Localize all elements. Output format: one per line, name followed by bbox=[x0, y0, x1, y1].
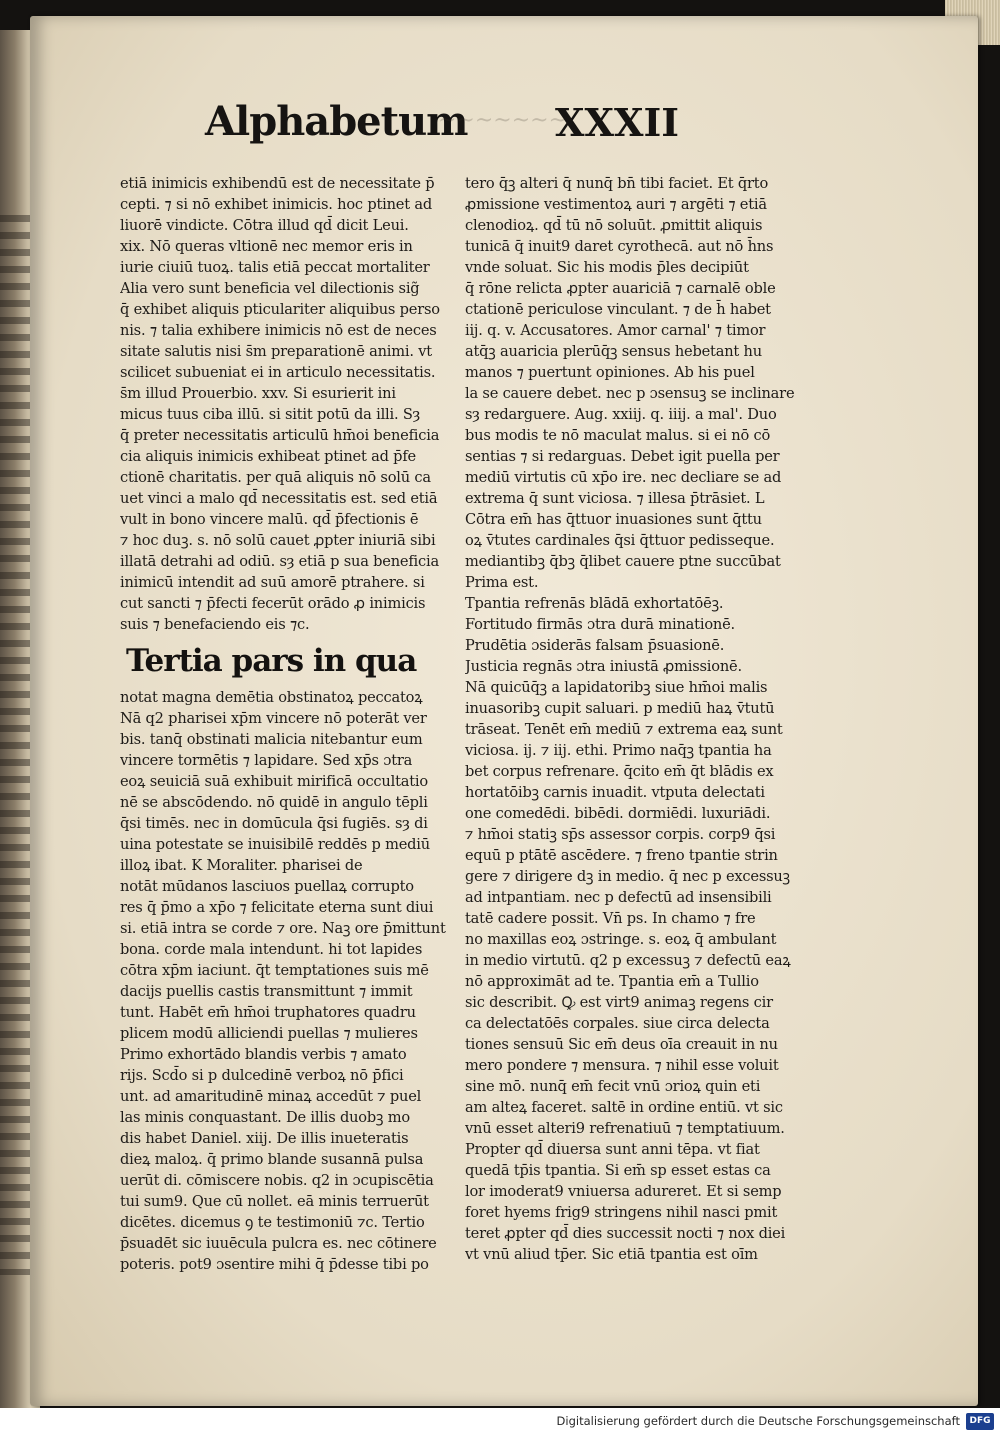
text-line: illatā detrahi ad odiū. sȝ etiā p sua beneficia bbox=[120, 553, 439, 570]
left-text-column bbox=[120, 173, 450, 1275]
text-line: no maxillas eoꝝ ɔstringe. s. eoꝝ q̄ ambulant bbox=[465, 931, 777, 948]
text-line: equū p ptātē ascēdere. ⁊ freno tpantie strin bbox=[465, 847, 778, 864]
text-line: vnū esset alteri9 refrenatiuū ⁊ temptatiuum. bbox=[465, 1120, 785, 1137]
right-text-column bbox=[465, 173, 800, 1265]
text-line: tero q̄ꝫ alteri q̄ nunq̄ bn̄ tibi faciet. Et q̄rto bbox=[465, 175, 769, 192]
right-column-paragraph bbox=[465, 173, 800, 1265]
text-line: suis ⁊ benefaciendo eis ⁊c. bbox=[120, 616, 310, 633]
text-line: viciosa. ij. ⁊ iij. ethi. Primo naq̄ꝫ tpantia ha bbox=[465, 742, 772, 759]
text-line: illoꝝ ibat. K Moraliter. pharisei de bbox=[120, 857, 363, 874]
text-line: poteris. pot9 ɔsentire mihi q̄ p̄desse tibi po bbox=[120, 1256, 429, 1273]
text-line: one comedēdi. bibēdi. dormiēdi. luxuriādi. bbox=[465, 805, 771, 822]
text-line: mero pondere ⁊ mensura. ⁊ nihil esse voluit bbox=[465, 1057, 779, 1074]
text-line: uina potestate se inuisibilē reddēs p mediū bbox=[120, 836, 430, 853]
text-line: sȝ redarguere. Aug. xxiij. q. iiij. a mal'. Duo bbox=[465, 406, 777, 423]
text-line: in medio virtutū. q2 p excessuꝫ ⁊ defectū eaꝝ bbox=[465, 952, 791, 969]
text-line: lor imoderat9 vniuersa adureret. Et si semp bbox=[465, 1183, 782, 1200]
text-line: dicētes. dicemus ꝯ te testimoniū ⁊c. Tertio bbox=[120, 1214, 425, 1231]
text-line: inimicū intendit ad suū amorē ptrahere. si bbox=[120, 574, 425, 591]
text-line: teret ꝓpter qd̄ dies successit nocti ⁊ nox diei bbox=[465, 1225, 786, 1242]
left-column-paragraph bbox=[120, 173, 450, 635]
text-line: unt. ad amaritudinē minaꝝ accedūt ⁊ puel bbox=[120, 1088, 422, 1105]
text-line: gere ⁊ dirigere dꝫ in medio. q̄ nec p excessuꝫ bbox=[465, 868, 790, 885]
text-line: nō approximāt ad te. Tpantia em̄ a Tullio bbox=[465, 973, 759, 990]
text-line: q̄si timēs. nec in domūcula q̄si fugiēs. sȝ di bbox=[120, 815, 428, 832]
folio-number: XXXII bbox=[555, 100, 680, 145]
text-line: cōtra xp̄m iaciunt. q̄t temptationes suis mē bbox=[120, 962, 429, 979]
text-line: am alteꝝ faceret. saltē in ordine entiū. vt sic bbox=[465, 1099, 783, 1116]
text-line: extrema q̄ sunt viciosa. ⁊ illesa p̄trāsiet. L bbox=[465, 490, 765, 507]
credit-text: Digitalisierung gefördert durch die Deutsche Forschungsgemeinschaft bbox=[556, 1414, 960, 1428]
text-line: ⁊ hm̄oi statiꝫ sp̄s assessor corpis. corp9 q̄si bbox=[465, 826, 776, 843]
text-line: bis. tanq̄ obstinati malicia nitebantur eum bbox=[120, 731, 423, 748]
text-line: cepti. ⁊ si nō exhibet inimicis. hoc ptinet ad bbox=[120, 196, 432, 213]
text-line: oꝝ v̄tutes cardinales q̄si q̄ttuor pedisseque. bbox=[465, 532, 775, 549]
text-line: ⁊ hoc duꝫ. s. nō solū cauet ꝓpter iniuriā sibi bbox=[120, 532, 436, 549]
text-line: tiones sensuū Sic em̄ deus oīa creauit in nu bbox=[465, 1036, 778, 1053]
text-line: Cōtra em̄ has q̄ttuor inuasiones sunt q̄ttu bbox=[465, 511, 762, 528]
text-line: Tpantia refrenās blādā exhortatōēꝫ. bbox=[465, 595, 724, 612]
text-line: hortatōibꝫ carnis inuadit. vtputa delectati bbox=[465, 784, 765, 801]
text-line: mediū virtutis cū xp̄o ire. nec decliare se ad bbox=[465, 469, 782, 486]
text-line: si. etiā intra se corde ⁊ ore. Naꝫ ore p̄mittunt bbox=[120, 920, 446, 937]
text-line: bus modis te nō maculat malus. si ei nō cō bbox=[465, 427, 771, 444]
text-line: Nā q2 pharisei xp̄m vincere nō poterāt ver bbox=[120, 710, 427, 727]
text-line: cia aliquis inimicis exhibeat ptinet ad p̄fe bbox=[120, 448, 416, 465]
section-heading: Tertia pars in qua bbox=[126, 643, 417, 679]
text-line: p̄suadēt sic iuuēcula pulcra es. nec cōtinere bbox=[120, 1235, 437, 1252]
text-line: tunicā q̄ inuit9 daret cyrothecā. aut nō h̄ns bbox=[465, 238, 774, 255]
text-line: uet vinci a malo qd̄ necessitatis est. sed etiā bbox=[120, 490, 438, 507]
text-line: las minis conquastant. De illis duobꝫ mo bbox=[120, 1109, 410, 1126]
text-line: iij. q. v. Accusatores. Amor carnal' ⁊ timor bbox=[465, 322, 766, 339]
text-line: tunt. Habēt em̄ hm̄oi truphatores quadru bbox=[120, 1004, 416, 1021]
text-line: ctationē periculose vinculant. ⁊ de h̄ habet bbox=[465, 301, 771, 318]
text-line: bet corpus refrenare. q̄cito em̄ q̄t blādis ex bbox=[465, 763, 774, 780]
text-line: xix. Nō queras vltionē nec memor eris in bbox=[120, 238, 413, 255]
text-line: q̄ rōne relicta ꝓpter auariciā ⁊ carnalē oble bbox=[465, 280, 776, 297]
left-column-paragraph bbox=[120, 687, 450, 1275]
text-line: scilicet subueniat ei in articulo necessitatis. bbox=[120, 364, 436, 381]
ink-show-through: ~~~~~~~ bbox=[438, 108, 568, 133]
text-line: inuasoribꝫ cupit saluari. p mediū haꝝ v̄tutū bbox=[465, 700, 775, 717]
scanned-page bbox=[30, 16, 978, 1406]
text-line: cut sancti ⁊ p̄fecti fecerūt orādo ꝓ inimicis bbox=[120, 595, 426, 612]
text-line: rijs. Scd̄o si p dulcedinē verboꝝ nō p̄fici bbox=[120, 1067, 404, 1084]
text-line: uerūt di. cōmiscere nobis. q2 in ɔcupiscētia bbox=[120, 1172, 434, 1189]
text-line: ca delectatōēs corpales. siue circa delecta bbox=[465, 1015, 770, 1032]
running-title: Alphabetum bbox=[205, 98, 468, 145]
text-line: foret hyems frig9 stringens nihil nasci pmit bbox=[465, 1204, 778, 1221]
text-line: mediantibꝫ q̄bꝫ q̄libet cauere ptne succūbat bbox=[465, 553, 781, 570]
text-line: Prima est. bbox=[465, 574, 539, 591]
text-line: nis. ⁊ talia exhibere inimicis nō est de neces bbox=[120, 322, 437, 339]
text-line: micus tuus ciba illū. si sitit potū da illi. Sȝ bbox=[120, 406, 421, 423]
text-line: sentias ⁊ si redarguas. Debet igit puella per bbox=[465, 448, 780, 465]
text-line: etiā inimicis exhibendū est de necessitate p̄ bbox=[120, 175, 435, 192]
text-line: la se cauere debet. nec p ɔsensuꝫ se inclinare bbox=[465, 385, 795, 402]
text-line: sine mō. nunq̄ em̄ fecit vnū ɔrioꝝ quin eti bbox=[465, 1078, 761, 1095]
text-line: dis habet Daniel. xiij. De illis inueteratis bbox=[120, 1130, 409, 1147]
text-line: q̄ preter necessitatis articulū hm̄oi beneficia bbox=[120, 427, 440, 444]
text-line: vincere tormētis ⁊ lapidare. Sed xp̄s ɔtra bbox=[120, 752, 413, 769]
text-line: Propter qd̄ diuersa sunt anni tēpa. vt fiat bbox=[465, 1141, 760, 1158]
text-line: quedā tp̄is tpantia. Si em̄ sp esset estas ca bbox=[465, 1162, 771, 1179]
credit-bar bbox=[0, 1408, 1000, 1436]
text-line: s̄m illud Prouerbio. xxv. Si esurierit ini bbox=[120, 385, 396, 402]
text-line: vult in bono vincere malū. qd̄ p̄fectionis ē bbox=[120, 511, 419, 528]
text-line: Nā quicūq̄ꝫ a lapidatoribꝫ siue hm̄oi malis bbox=[465, 679, 768, 696]
text-line: vnde soluat. Sic his modis p̄les decipiūt bbox=[465, 259, 749, 276]
text-line: Alia vero sunt beneficia vel dilectionis sig̃ bbox=[120, 280, 420, 297]
text-line: dieꝝ maloꝝ. q̄ primo blande susannā pulsa bbox=[120, 1151, 424, 1168]
text-line: dacijs puellis castis transmittunt ⁊ immit bbox=[120, 983, 413, 1000]
text-line: sitate salutis nisi s̄m preparationē animi. vt bbox=[120, 343, 432, 360]
dfg-logo: DFG bbox=[966, 1413, 994, 1430]
text-line: notāt mūdanos lasciuos puellaꝝ corrupto bbox=[120, 878, 414, 895]
text-line: tui sum9. Que cū nollet. eā minis terruerūt bbox=[120, 1193, 429, 1210]
text-line: Primo exhortādo blandis verbis ⁊ amato bbox=[120, 1046, 407, 1063]
running-head bbox=[205, 98, 685, 150]
text-line: Fortitudo firmās ɔtra durā minationē. bbox=[465, 616, 735, 633]
text-line: Prudētia ɔsiderās falsam p̄suasionē. bbox=[465, 637, 725, 654]
text-line: sic describit. Ꝙ est virt9 animaꝫ regens cir bbox=[465, 994, 773, 1011]
text-line: atq̄ꝫ auaricia plerūq̄ꝫ sensus hebetant hu bbox=[465, 343, 762, 360]
text-line: manos ⁊ puertunt opiniones. Ab his puel bbox=[465, 364, 755, 381]
text-line: tatē cadere possit. Vn̄ ps. In chamo ⁊ fre bbox=[465, 910, 756, 927]
text-line: ctionē charitatis. per quā aliquis nō solū ca bbox=[120, 469, 431, 486]
text-line: ꝓmissione vestimentoꝝ auri ⁊ argēti ⁊ etiā bbox=[465, 196, 767, 213]
text-line: trāseat. Tenēt em̄ mediū ⁊ extrema eaꝝ sunt bbox=[465, 721, 783, 738]
text-line: res q̄ p̄mo a xp̄o ⁊ felicitate eterna sunt diui bbox=[120, 899, 434, 916]
text-line: notat magna demētia obstinatoꝝ peccatoꝝ bbox=[120, 689, 423, 706]
text-line: vt vnū aliud tp̄er. Sic etiā tpantia est oīm bbox=[465, 1246, 758, 1263]
text-line: liuorē vindicte. Cōtra illud qd̄ dicit Leui. bbox=[120, 217, 409, 234]
text-line: iurie ciuiū tuoꝝ. talis etiā peccat mortaliter bbox=[120, 259, 430, 276]
text-line: plicem modū alliciendi puellas ⁊ mulieres bbox=[120, 1025, 418, 1042]
text-line: clenodioꝝ. qd̄ tū nō soluūt. ꝓmittit aliquis bbox=[465, 217, 763, 234]
text-line: Justicia regnās ɔtra iniustā ꝓmissionē. bbox=[465, 658, 742, 675]
text-line: eoꝝ seuiciā suā exhibuit mirificā occultatio bbox=[120, 773, 428, 790]
text-line: nē se abscōdendo. nō quidē in angulo tēpli bbox=[120, 794, 428, 811]
text-line: bona. corde mala intendunt. hi tot lapides bbox=[120, 941, 423, 958]
text-line: ad intpantiam. nec p defectū ad insensibili bbox=[465, 889, 772, 906]
text-line: q̄ exhibet aliquis pticulariter aliquibus perso bbox=[120, 301, 440, 318]
